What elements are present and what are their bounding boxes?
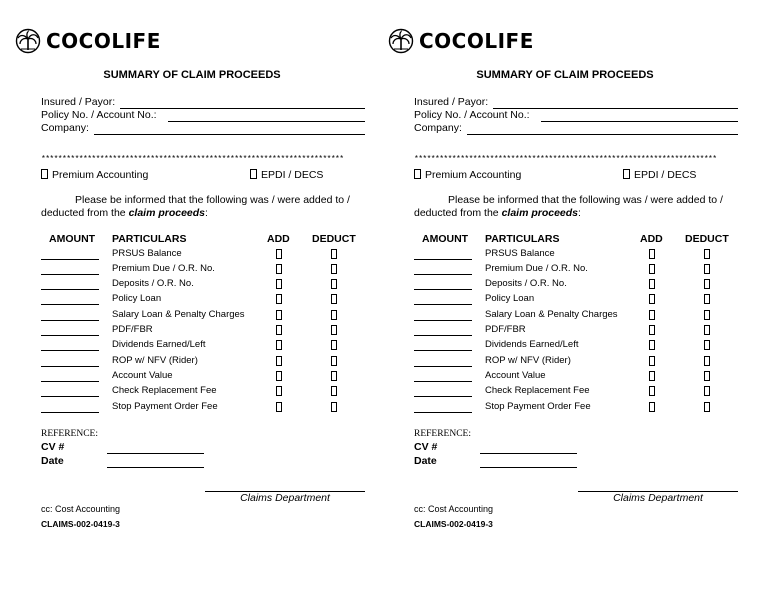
- premium-checkbox[interactable]: [41, 169, 48, 179]
- date-field[interactable]: [107, 467, 204, 468]
- add-checkbox[interactable]: [649, 371, 655, 381]
- add-header: ADD: [267, 233, 290, 245]
- form-title: SUMMARY OF CLAIM PROCEEDS: [103, 69, 281, 81]
- amount-field[interactable]: [41, 274, 99, 275]
- premium-label: Premium Accounting: [52, 169, 149, 181]
- particular-label: Policy Loan: [485, 293, 535, 304]
- company-label: Company:: [414, 122, 462, 134]
- reference-label: REFERENCE:: [41, 429, 99, 439]
- notice-line2-start: deducted from the: [414, 207, 502, 219]
- amount-field[interactable]: [41, 320, 99, 321]
- particular-row: [373, 262, 757, 277]
- department-label: Claims Department: [240, 492, 330, 504]
- deduct-checkbox[interactable]: [331, 340, 337, 350]
- particular-label: Salary Loan & Penalty Charges: [485, 309, 618, 320]
- deduct-checkbox[interactable]: [331, 386, 337, 396]
- add-checkbox[interactable]: [276, 371, 282, 381]
- add-checkbox[interactable]: [649, 325, 655, 335]
- particular-row: [373, 354, 757, 369]
- particular-label: Account Value: [112, 370, 173, 381]
- deduct-checkbox[interactable]: [704, 340, 710, 350]
- cocolife-logo: [386, 28, 534, 54]
- particular-label: PRSUS Balance: [112, 248, 182, 259]
- particular-label: Check Replacement Fee: [112, 385, 217, 396]
- deduct-checkbox[interactable]: [704, 325, 710, 335]
- premium-checkbox[interactable]: [414, 169, 421, 179]
- amount-field[interactable]: [414, 366, 472, 367]
- company-field[interactable]: [94, 134, 365, 135]
- notice-paragraph: [414, 194, 740, 220]
- epdi-option[interactable]: [623, 169, 696, 181]
- add-checkbox[interactable]: [276, 294, 282, 304]
- add-checkbox[interactable]: [276, 310, 282, 320]
- amount-header: AMOUNT: [49, 233, 96, 245]
- form-code: CLAIMS-002-0419-3: [414, 519, 493, 529]
- cv-field[interactable]: [107, 453, 204, 454]
- particular-label: Check Replacement Fee: [485, 385, 590, 396]
- date-label: Date: [41, 455, 64, 467]
- deduct-checkbox[interactable]: [704, 249, 710, 259]
- add-checkbox[interactable]: [649, 386, 655, 396]
- deduct-checkbox[interactable]: [704, 356, 710, 366]
- company-label: Company:: [41, 122, 89, 134]
- amount-field[interactable]: [414, 381, 472, 382]
- deduct-checkbox[interactable]: [331, 325, 337, 335]
- epdi-label: EPDI / DECS: [261, 169, 324, 181]
- add-checkbox[interactable]: [649, 279, 655, 289]
- premium-label: Premium Accounting: [425, 169, 522, 181]
- add-checkbox[interactable]: [649, 264, 655, 274]
- company-field[interactable]: [467, 134, 738, 135]
- add-checkbox[interactable]: [276, 340, 282, 350]
- particular-label: Deposits / O.R. No.: [112, 278, 194, 289]
- notice-line1: Please be informed that the following was / were added to /: [75, 194, 350, 206]
- amount-field[interactable]: [414, 396, 472, 397]
- amount-field[interactable]: [41, 304, 99, 305]
- deduct-checkbox[interactable]: [331, 402, 337, 412]
- particular-row: [0, 323, 384, 338]
- particular-row: [0, 338, 384, 353]
- particulars-header: PARTICULARS: [112, 233, 187, 245]
- notice-line2-end: :: [205, 207, 208, 219]
- particular-label: Premium Due / O.R. No.: [485, 263, 588, 274]
- particular-label: Policy Loan: [112, 293, 162, 304]
- amount-field[interactable]: [414, 259, 472, 260]
- epdi-checkbox[interactable]: [623, 169, 630, 179]
- deduct-checkbox[interactable]: [331, 310, 337, 320]
- particular-label: Dividends Earned/Left: [485, 339, 579, 350]
- particular-row: [373, 292, 757, 307]
- particular-label: Deposits / O.R. No.: [485, 278, 567, 289]
- amount-field[interactable]: [41, 412, 99, 413]
- amount-field[interactable]: [41, 335, 99, 336]
- particular-row: [0, 292, 384, 307]
- add-checkbox[interactable]: [649, 249, 655, 259]
- particular-row: [373, 323, 757, 338]
- particular-row: [373, 400, 757, 415]
- policy-label: Policy No. / Account No.:: [414, 109, 530, 121]
- amount-field[interactable]: [414, 320, 472, 321]
- particular-row: [373, 369, 757, 384]
- particular-label: ROP w/ NFV (Rider): [485, 355, 571, 366]
- particular-label: PDF/FBR: [485, 324, 526, 335]
- deduct-checkbox[interactable]: [331, 294, 337, 304]
- deduct-checkbox[interactable]: [331, 249, 337, 259]
- cv-field[interactable]: [480, 453, 577, 454]
- particular-row: [0, 369, 384, 384]
- separator: ************************************************************************: [414, 155, 717, 164]
- deduct-header: DEDUCT: [685, 233, 729, 245]
- insured-field[interactable]: [120, 108, 365, 109]
- add-checkbox[interactable]: [276, 325, 282, 335]
- notice-bold: claim proceeds: [501, 207, 579, 219]
- add-checkbox[interactable]: [649, 356, 655, 366]
- amount-field[interactable]: [41, 381, 99, 382]
- amount-field[interactable]: [41, 350, 99, 351]
- add-checkbox[interactable]: [276, 386, 282, 396]
- particular-row: [0, 277, 384, 292]
- date-field[interactable]: [480, 467, 577, 468]
- deduct-checkbox[interactable]: [704, 310, 710, 320]
- policy-field[interactable]: [168, 121, 365, 122]
- date-label: Date: [414, 455, 437, 467]
- premium-accounting-option[interactable]: [41, 169, 148, 181]
- particular-label: PRSUS Balance: [485, 248, 555, 259]
- amount-field[interactable]: [41, 366, 99, 367]
- particular-row: [373, 277, 757, 292]
- particular-row: [373, 338, 757, 353]
- notice-paragraph: [41, 194, 367, 220]
- insured-label: Insured / Payor:: [414, 96, 489, 108]
- policy-label: Policy No. / Account No.:: [41, 109, 157, 121]
- particulars-header: PARTICULARS: [485, 233, 560, 245]
- form-code: CLAIMS-002-0419-3: [41, 519, 120, 529]
- particular-label: ROP w/ NFV (Rider): [112, 355, 198, 366]
- epdi-checkbox[interactable]: [250, 169, 257, 179]
- deduct-checkbox[interactable]: [704, 386, 710, 396]
- epdi-label: EPDI / DECS: [634, 169, 697, 181]
- cc-label: cc: Cost Accounting: [41, 504, 121, 514]
- department-label: Claims Department: [613, 492, 703, 504]
- particular-label: Dividends Earned/Left: [112, 339, 206, 350]
- amount-field[interactable]: [41, 259, 99, 260]
- reference-label: REFERENCE:: [414, 429, 472, 439]
- insured-label: Insured / Payor:: [41, 96, 116, 108]
- brand-name: COCOLIFE: [46, 29, 161, 53]
- notice-line2-end: :: [578, 207, 581, 219]
- notice-line2-start: deducted from the: [41, 207, 129, 219]
- amount-header: AMOUNT: [422, 233, 469, 245]
- cv-label: CV #: [41, 441, 65, 453]
- particular-label: PDF/FBR: [112, 324, 153, 335]
- premium-accounting-option[interactable]: [414, 169, 521, 181]
- deduct-checkbox[interactable]: [331, 356, 337, 366]
- notice-bold: claim proceeds: [128, 207, 206, 219]
- amount-field[interactable]: [414, 350, 472, 351]
- cc-label: cc: Cost Accounting: [414, 504, 494, 514]
- deduct-checkbox[interactable]: [331, 371, 337, 381]
- deduct-header: DEDUCT: [312, 233, 356, 245]
- cocolife-logo: [13, 28, 161, 54]
- add-checkbox[interactable]: [649, 402, 655, 412]
- particular-row: [373, 384, 757, 399]
- particular-row: [0, 384, 384, 399]
- particular-label: Salary Loan & Penalty Charges: [112, 309, 245, 320]
- cv-label: CV #: [414, 441, 438, 453]
- deduct-checkbox[interactable]: [704, 264, 710, 274]
- insured-field[interactable]: [493, 108, 738, 109]
- particular-row: [0, 400, 384, 415]
- amount-field[interactable]: [414, 304, 472, 305]
- deduct-checkbox[interactable]: [704, 279, 710, 289]
- add-checkbox[interactable]: [276, 249, 282, 259]
- palm-tree-icon: [386, 28, 416, 54]
- particular-label: Account Value: [485, 370, 546, 381]
- palm-tree-icon: [13, 28, 43, 54]
- brand-name: COCOLIFE: [419, 29, 534, 53]
- add-checkbox[interactable]: [649, 310, 655, 320]
- policy-field[interactable]: [541, 121, 738, 122]
- amount-field[interactable]: [414, 412, 472, 413]
- particular-label: Premium Due / O.R. No.: [112, 263, 215, 274]
- amount-field[interactable]: [414, 335, 472, 336]
- deduct-checkbox[interactable]: [331, 264, 337, 274]
- add-checkbox[interactable]: [649, 294, 655, 304]
- add-header: ADD: [640, 233, 663, 245]
- form-title: SUMMARY OF CLAIM PROCEEDS: [476, 69, 654, 81]
- claim-form-right: [373, 0, 757, 594]
- add-checkbox[interactable]: [276, 356, 282, 366]
- epdi-option[interactable]: [250, 169, 323, 181]
- particular-label: Stop Payment Order Fee: [112, 401, 218, 412]
- notice-line1: Please be informed that the following was / were added to /: [448, 194, 723, 206]
- add-checkbox[interactable]: [276, 264, 282, 274]
- deduct-checkbox[interactable]: [331, 279, 337, 289]
- deduct-checkbox[interactable]: [704, 294, 710, 304]
- separator: ************************************************************************: [41, 155, 344, 164]
- particular-row: [0, 354, 384, 369]
- deduct-checkbox[interactable]: [704, 402, 710, 412]
- add-checkbox[interactable]: [649, 340, 655, 350]
- particular-row: [373, 308, 757, 323]
- add-checkbox[interactable]: [276, 402, 282, 412]
- deduct-checkbox[interactable]: [704, 371, 710, 381]
- amount-field[interactable]: [414, 274, 472, 275]
- particular-row: [0, 247, 384, 262]
- particular-row: [0, 308, 384, 323]
- amount-field[interactable]: [41, 289, 99, 290]
- particular-row: [0, 262, 384, 277]
- amount-field[interactable]: [414, 289, 472, 290]
- particular-label: Stop Payment Order Fee: [485, 401, 591, 412]
- particular-row: [373, 247, 757, 262]
- add-checkbox[interactable]: [276, 279, 282, 289]
- amount-field[interactable]: [41, 396, 99, 397]
